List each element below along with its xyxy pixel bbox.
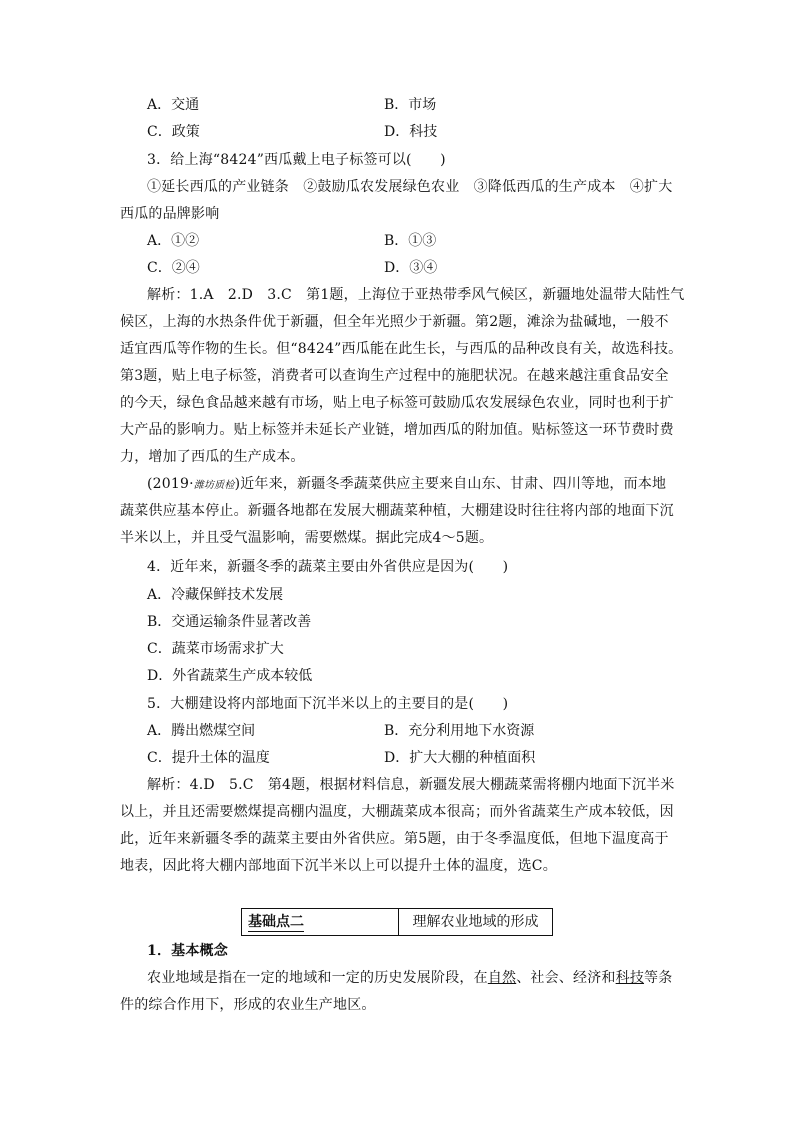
material-line-2: 蔬菜供应基本停止。新疆各地都在发展大棚蔬菜种植，大棚建设时往往将内部的地面下沉 xyxy=(120,503,674,519)
analysis1-line: 大产品的影响力。贴上标签并未延长产业链，增加西瓜的附加值。贴标签这一环节费时费 xyxy=(120,422,674,438)
material-source-prefix: (2019· xyxy=(147,476,194,492)
section-title: 理解农业地域的形成 xyxy=(412,914,539,930)
basic-concept-heading: 1．基本概念 xyxy=(147,943,228,959)
basic-concept-line-1 xyxy=(147,969,680,987)
analysis1-line: 适宜西瓜等作物的生长。但“8424”西瓜能在此生长，与西瓜的品种改良有关，故选科技。 xyxy=(120,341,683,357)
basic-concept-line-2: 件的综合作用下，形成的农业生产地区。 xyxy=(120,997,376,1013)
analysis1-line: 解析：1.A 2.D 3.C 第1题，上海位于亚热带季风气候区，新疆地处温带大陆性气 xyxy=(147,287,685,303)
analysis2-line: 解析：4.D 5.C 第4题，根据材料信息，新疆发展大棚蔬菜需将棚内地面下沉半米 xyxy=(147,777,675,793)
q4-option-c: C．蔬菜市场需求扩大 xyxy=(147,641,284,657)
q3-option-d: D．③④ xyxy=(384,260,438,276)
material-source-name: 潍坊质检 xyxy=(193,480,235,491)
section-header xyxy=(241,908,553,936)
q2-option-a: A．交通 xyxy=(147,97,200,113)
analysis2-line: 地表，因此将大棚内部地面下沉半米以上可以提升土体的温度，选C。 xyxy=(120,858,557,874)
analysis1-line: 候区，上海的水热条件优于新疆，但全年光照少于新疆。第2题，滩涂为盐碱地，一般不 xyxy=(120,314,669,330)
analysis1-line: 的今天，绿色食品越来越有市场，贴上电子标签可鼓励瓜农发展绿色农业，同时也利于扩 xyxy=(120,395,674,411)
section-label-cell xyxy=(242,909,399,935)
q2-option-c: C．政策 xyxy=(147,124,200,140)
analysis2-line: 以上，并且还需要燃煤提高棚内温度，大棚蔬菜成本很高；而外省蔬菜生产成本较低，因 xyxy=(120,804,674,820)
basic-text: 等条 xyxy=(644,970,673,986)
material-line-1 xyxy=(147,475,680,495)
q3-stem: 3．给上海“8424”西瓜戴上电子标签可以( ) xyxy=(147,152,446,168)
q3-option-a: A．①② xyxy=(147,233,200,249)
material-source-suffix: ) xyxy=(234,476,241,492)
q4-stem: 4．近年来，新疆冬季的蔬菜主要由外省供应是因为( ) xyxy=(147,559,509,575)
basic-text: 农业地域是指在一定的地域和一定的历史发展阶段，在 xyxy=(147,970,488,986)
section-label: 基础点二 xyxy=(248,914,304,930)
q5-option-b: B．充分利用地下水资源 xyxy=(384,723,535,739)
q5-option-d: D．扩大大棚的种植面积 xyxy=(384,750,536,766)
blank-answer: 科技 xyxy=(615,970,645,986)
q3-choices-line1: ①延长西瓜的产业链条 ②鼓励瓜农发展绿色农业 ③降低西瓜的生产成本 ④扩大 xyxy=(147,179,673,195)
q5-stem: 5．大棚建设将内部地面下沉半米以上的主要目的是( ) xyxy=(147,696,509,712)
q3-choices-line2: 西瓜的品牌影响 xyxy=(120,206,220,222)
q2-option-d: D．科技 xyxy=(384,124,438,140)
q2-option-b: B．市场 xyxy=(384,97,437,113)
q5-option-c: C．提升土体的温度 xyxy=(147,750,270,766)
q3-option-b: B．①③ xyxy=(384,233,437,249)
blank-answer: 自然 xyxy=(487,970,517,986)
q4-option-d: D．外省蔬菜生产成本较低 xyxy=(147,668,313,684)
q5-option-a: A．腾出燃煤空间 xyxy=(147,723,256,739)
material-text: 近年来，新疆冬季蔬菜供应主要来自山东、甘肃、四川等地，而本地 xyxy=(240,476,667,492)
basic-text: 、社会、经济和 xyxy=(516,970,616,986)
analysis1-line: 第3题，贴上电子标签，消费者可以查询生产过程中的施肥状况。在越来越注重食品安全 xyxy=(120,368,669,384)
q4-option-b: B．交通运输条件显著改善 xyxy=(147,614,312,630)
analysis2-line: 此，近年来新疆冬季的蔬菜主要由外省供应。第5题，由于冬季温度低，但地下温度高于 xyxy=(120,831,669,847)
material-line-3: 半米以上，并且受气温影响，需要燃煤。据此完成4～5题。 xyxy=(120,530,494,546)
q4-option-a: A．冷藏保鲜技术发展 xyxy=(147,587,284,603)
analysis1-line: 力，增加了西瓜的生产成本。 xyxy=(120,449,305,465)
q3-option-c: C．②④ xyxy=(147,260,200,276)
